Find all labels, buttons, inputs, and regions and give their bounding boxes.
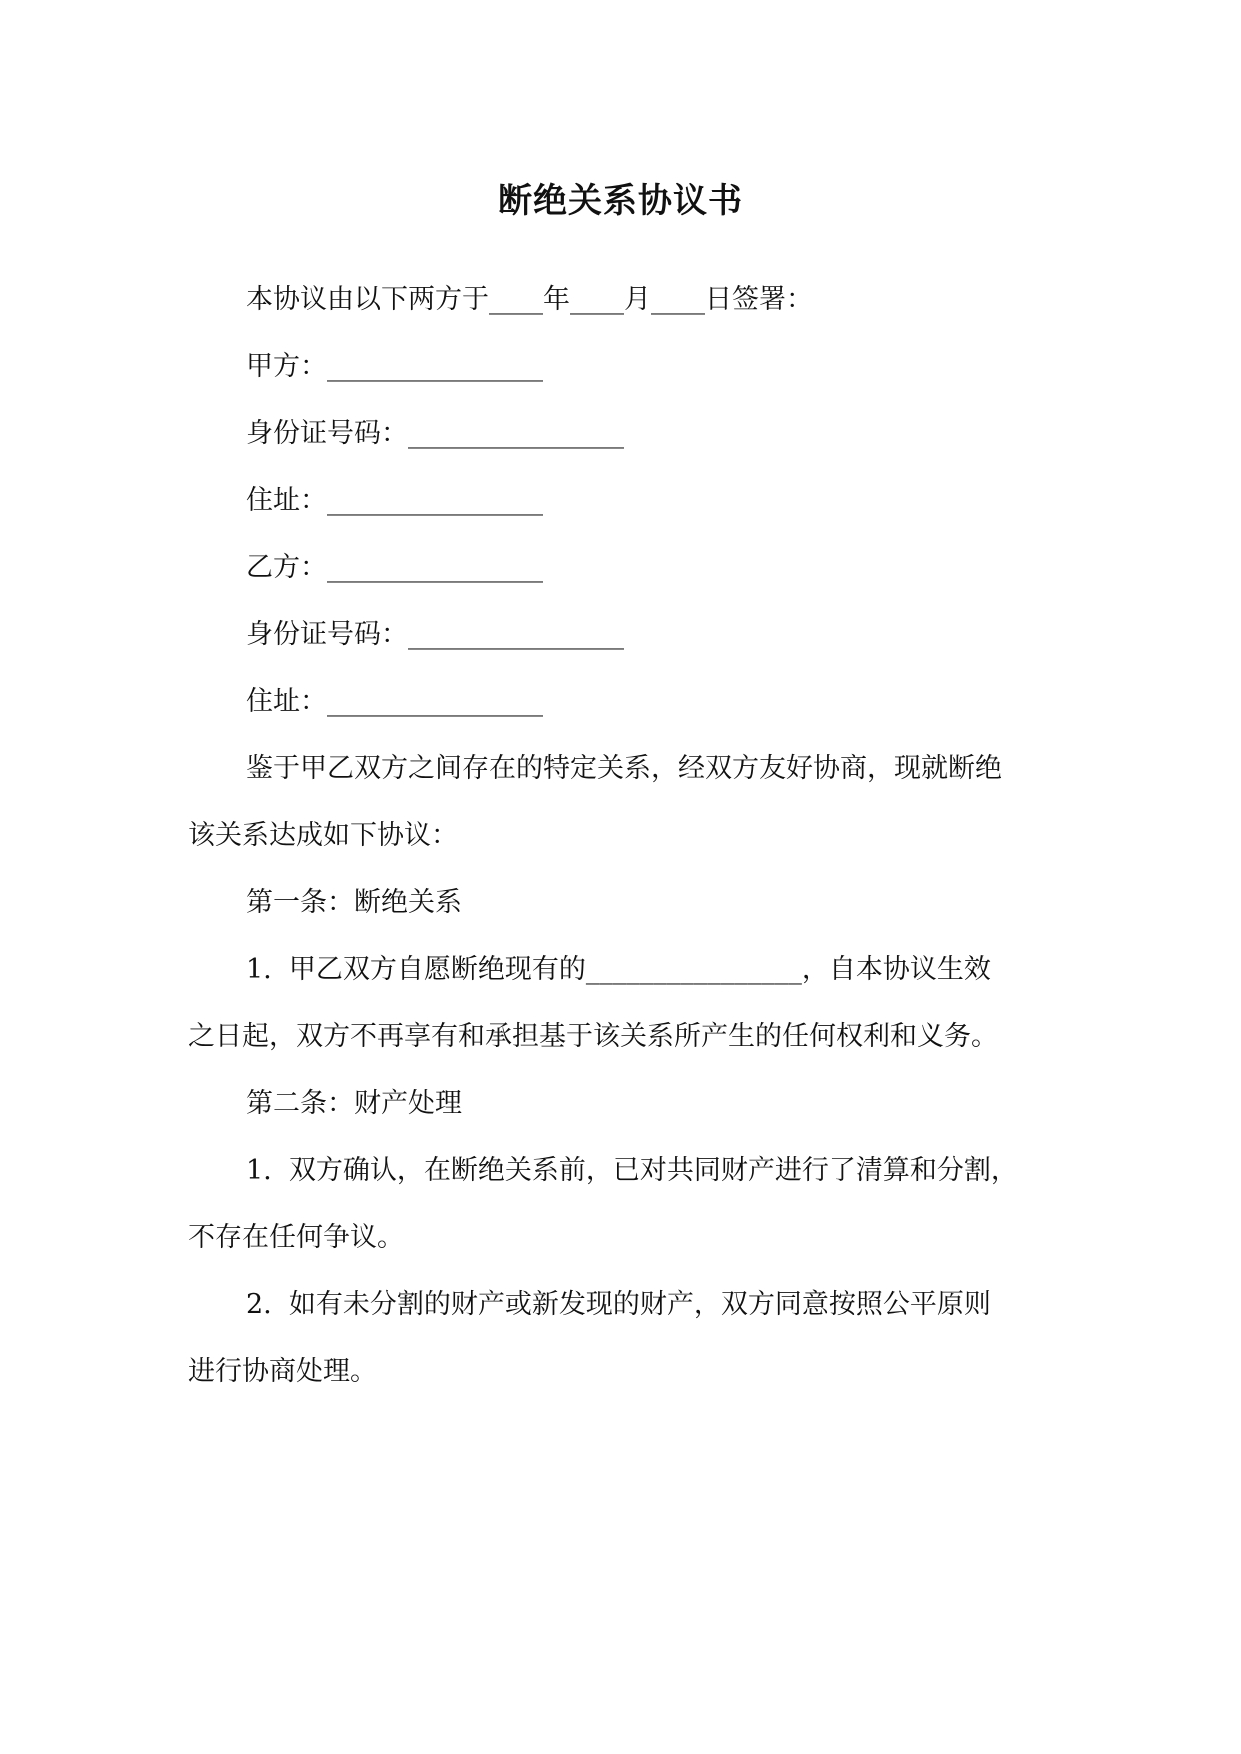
party-a-name-line: 甲方：________________ (246, 351, 543, 382)
article2-clause1-line-2: 不存在任何争议。 (188, 1222, 404, 1253)
article1-clause1-line-2: 之日起，双方不再享有和承担基于该关系所产生的任何权利和义务。 (188, 1021, 998, 1052)
party-a-id-line: 身份证号码：________________ (246, 418, 624, 449)
preamble-line-1: 鉴于甲乙双方之间存在的特定关系，经双方友好协商，现就断绝 (246, 753, 1002, 784)
party-b-id-line: 身份证号码：________________ (246, 619, 624, 650)
article2-heading: 第二条：财产处理 (246, 1088, 462, 1119)
article2-clause1-line-1: 1. 双方确认，在断绝关系前，已对共同财产进行了清算和分割， (246, 1155, 1018, 1186)
preamble-line-2: 该关系达成如下协议： (188, 820, 458, 851)
party-a-address-line: 住址：________________ (246, 485, 543, 516)
intro-line: 本协议由以下两方于____年____月____日签署： (246, 284, 813, 315)
article1-clause1-line-1: 1. 甲乙双方自愿断绝现有的________________，自本协议生效 (246, 954, 991, 985)
party-b-address-line: 住址：________________ (246, 686, 543, 717)
article1-heading: 第一条：断绝关系 (246, 887, 462, 918)
article2-clause2-line-1: 2. 如有未分割的财产或新发现的财产，双方同意按照公平原则 (246, 1289, 991, 1320)
party-b-name-line: 乙方：________________ (246, 552, 543, 583)
article2-clause2-line-2: 进行协商处理。 (188, 1356, 377, 1387)
document-title: 断绝关系协议书 (498, 181, 743, 221)
